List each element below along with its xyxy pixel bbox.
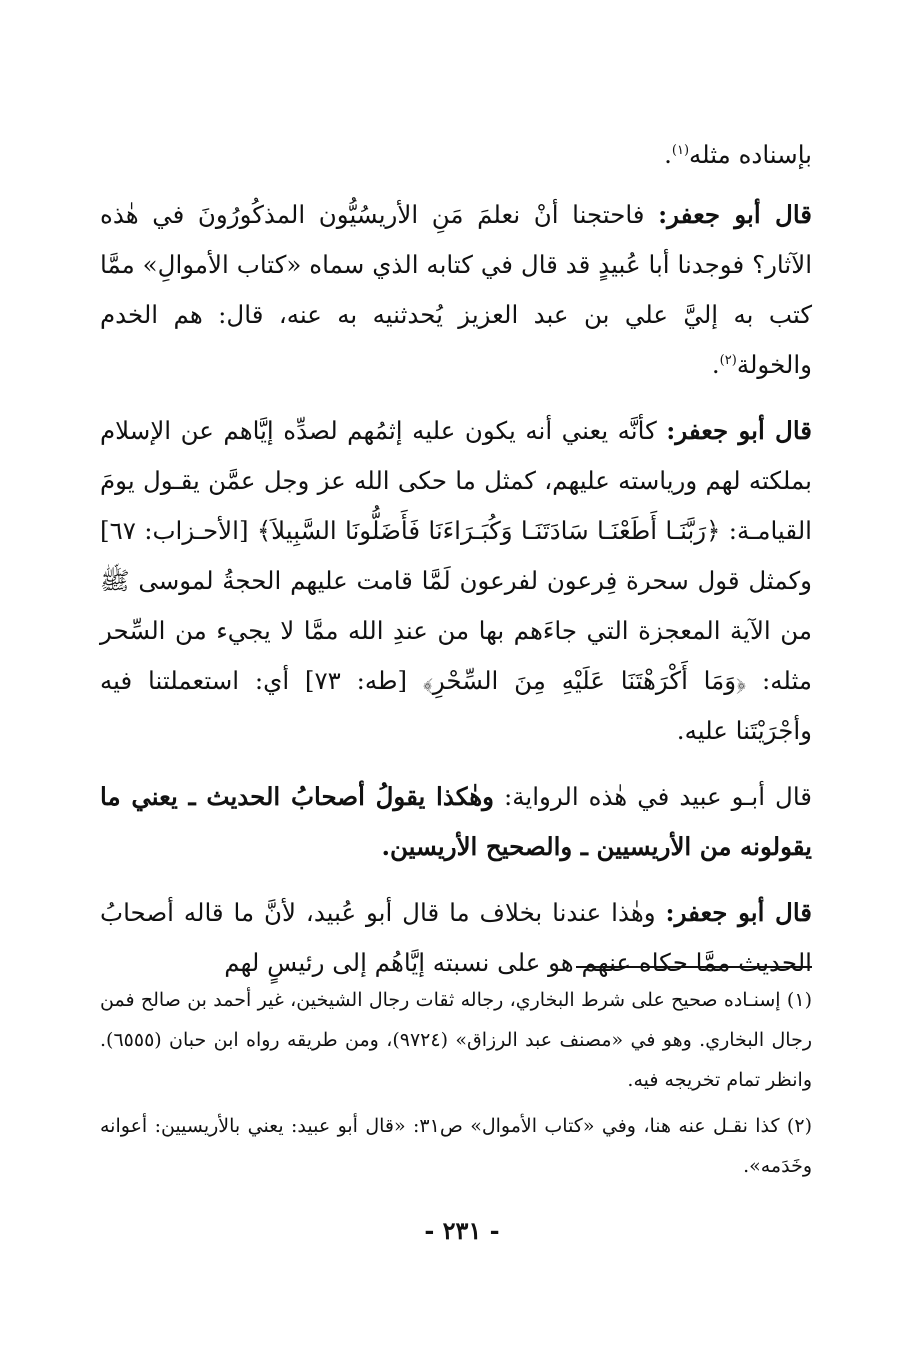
paragraph-2-text: كأنَّه يعني أنه يكون عليه إثمُهم لصدِّه إيَّاهم عن الإسلام بملكته لهم ورياسته عليهم، كمثل ما حكى الله عز وجل عمَّن يقـول يومَ القيامـة: ﴿رَبَّنَـا أَطَعْنَـا سَادَتَنَـا وَكُبَـرَاءَنَا فَأَضَلُّونَا السَّبِيلاَ﴾ [الأحـزاب: ٦٧] وكمثل قول سحرة فِرعون لفرعون لَمَّا قامت عليهم الحجةُ لموسى ﷺ من الآية المعجزة التي جاءَهم بها من عندِ الله ممَّا لا يجيء من السِّحر مثله: ﴿وَمَا أَكْرَهْتَنَا عَلَيْهِ مِنَ السِّحْرِ﴾ [طه: ٧٣] أي: استعملتنا فيه وأجْرَيْتَنا عليه. [100, 416, 812, 745]
speaker-1: قال أبو جعفر: [658, 200, 812, 229]
footnotes [100, 980, 812, 1192]
speaker-4: قال أبو جعفر: [665, 898, 813, 927]
paragraph-3-text: وهٰكذا يقولُ أصحابُ الحديث ـ يعني ما يقولونه من الأريسيين ـ والصحيح الأريسين. [100, 782, 812, 861]
paragraph-1-text: فاحتجنا أنْ نعلمَ مَنِ الأريسُيُّون المذكُورُونَ في هٰذه الآثار؟ فوجدنا أبا عُبيدٍ قد قال في كتابه الذي سماه «كتاب الأموالِ» ممَّا كتب به إليَّ علي بن عبد العزيز يُحدثنيه به عنه، قال: هم الخدم والخولة [100, 200, 812, 379]
paragraph-4 [100, 888, 812, 988]
paragraph-4-text: وهٰذا عندنا بخلاف ما قال أبو عُبيد، لأنَّ ما قاله أصحابُ الحديث ممَّا حكاه عنهم هو على نسبته إيَّاهُم إلى رئيسٍ لهم [100, 898, 812, 977]
opening-line: بإسناده مثله$^{(١)}$. [664, 140, 812, 169]
speaker-2: قال أبو جعفر: [666, 416, 812, 445]
footnote-ref-1: (١) [671, 142, 690, 158]
page-number: - ٢٣١ - [424, 1216, 500, 1245]
footnote-ref-2: (٢) [719, 352, 737, 368]
opening-line-text: بإسناده مثله [689, 140, 812, 169]
speaker-3: قال أبـو عبيد في هٰذه الرواية: [503, 782, 813, 811]
paragraph-1: قال أبو جعفر: فاحتجنا أنْ نعلمَ مَنِ الأريسُيُّون المذكُورُونَ في هٰذه الآثار؟ فوجدنا أبا عُبيدٍ قد قال في كتابه الذي سماه «كتاب الأموالِ» ممَّا كتب به إليَّ علي بن عبد العزيز يُحدثنيه به عنه، قال: هم الخدم والخولة$^{(٢)}$. [100, 200, 812, 379]
paragraph-2 [100, 406, 812, 756]
main-text [100, 130, 812, 988]
paragraph-3 [100, 772, 812, 872]
footnote-1: (١) إسنـاده صحيح على شرط البخاري، رجاله ثقات رجال الشيخين، غير أحمد بن صالح فمن رجال البخاري. وهو في «مصنف عبد الرزاق» (٩٧٢٤)، ومن طريقه رواه ابن حبان (٦٥٥٥). وانظر تمام تخريجه فيه. [100, 989, 812, 1091]
footnote-divider [576, 966, 812, 968]
footnote-2: (٢) كذا نقـل عنه هنا، وفي «كتاب الأموال» ص٣١: «قال أبو عبيد: يعني بالأريسيين: أعوانه وخَدَمه». [100, 1115, 812, 1177]
